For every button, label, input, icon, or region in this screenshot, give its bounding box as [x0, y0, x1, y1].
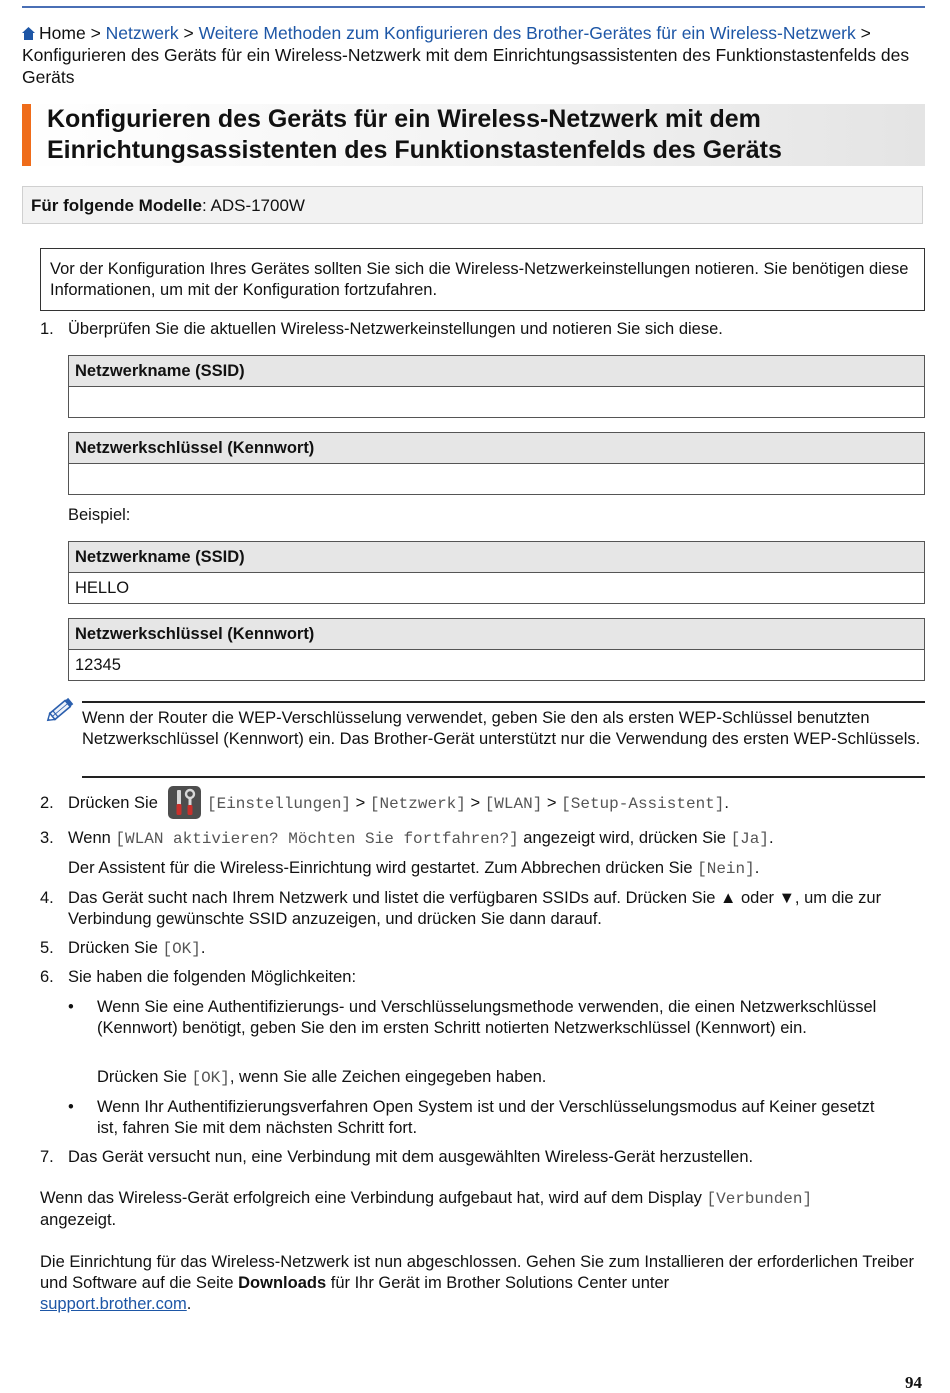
example-key-table [68, 618, 925, 681]
home-icon [22, 27, 35, 40]
breadcrumb-separator: > [860, 23, 871, 43]
models-colon: : [201, 196, 207, 215]
breadcrumb-separator: > [90, 23, 101, 43]
step-number: 4. [40, 889, 54, 907]
key-header: Netzwerkschlüssel (Kennwort) [69, 433, 924, 464]
result-paragraph: Wenn das Wireless-Gerät erfolgreich eine Verbindung aufgebaut hat, wird auf dem Display [Verbunden] angezeigt. [40, 1189, 813, 1229]
title-accent-bar [22, 104, 31, 166]
tip-top-rule [82, 701, 925, 703]
breadcrumb-current: Konfigurieren des Geräts für ein Wireless-Netzwerk mit dem Einrichtungsassistenten des Funktionstastenfelds des Geräts [22, 45, 910, 87]
step-3-text: Wenn [WLAN aktivieren? Möchten Sie fortfahren?] angezeigt wird, drücken Sie [Ja]. [68, 829, 774, 848]
step-6-bullet-1-sub: Drücken Sie [OK], wenn Sie alle Zeichen eingegeben haben. [97, 1068, 547, 1087]
key-table [68, 432, 925, 495]
step-2-text: Drücken Sie [68, 794, 158, 812]
key-value [69, 464, 924, 494]
step-6-bullet-1: Wenn Sie eine Authentifizierungs- und Verschlüsselungsmethode verwenden, die einen Netzwerkschlüssel (Kennwort) benötigt, geben Sie den im ersten Schritt notierten Netzwerkschlüssel (Kennwort) ein. [97, 998, 877, 1037]
breadcrumb-separator: > [183, 23, 194, 43]
ssid-value [69, 387, 924, 417]
ssid-table [68, 355, 925, 418]
step-number: 5. [40, 939, 54, 957]
step-6-bullet-2: Wenn Ihr Authentifizierungsverfahren Open System ist und der Verschlüsselungsmodus auf Keiner gesetzt ist, fahren Sie mit dem nächsten Schritt fort. [97, 1098, 875, 1137]
models-label: Für folgende Modelle [31, 196, 202, 215]
breadcrumb [22, 22, 925, 88]
example-ssid-table [68, 541, 925, 604]
ssid-header: Netzwerkname (SSID) [69, 356, 924, 387]
breadcrumb-network-link[interactable]: Netzwerk [105, 23, 179, 43]
tools-icon[interactable] [168, 786, 201, 819]
step-number: 1. [40, 320, 54, 338]
bullet-dot: • [68, 998, 74, 1016]
example-ssid-value: HELLO [75, 579, 130, 597]
example-key-value: 12345 [75, 656, 121, 674]
final-paragraph: Die Einrichtung für das Wireless-Netzwerk ist nun abgeschlossen. Gehen Sie zum Installieren der erforderlichen Treiber und Software auf die Seite Downloads für Ihr Gerät im Brother Solutions Center unter support.brother.com. [40, 1253, 914, 1313]
models-value: ADS-1700W [210, 196, 305, 215]
bullet-dot: • [68, 1098, 74, 1116]
tip-text: Wenn der Router die WEP-Verschlüsselung verwendet, geben Sie den als ersten WEP-Schlüssel benutzten Netzwerkschlüssel (Kennwort) ein. Das Brother-Gerät unterstützt nur die Verwendung des ersten WEP-Schlüssels. [82, 709, 921, 748]
step-number: 2. [40, 794, 54, 812]
page-title: Konfigurieren des Geräts für ein Wireless-Netzwerk mit dem Einrichtungsassistenten des Funktionstastenfelds des Geräts [47, 105, 782, 164]
title-bar [22, 104, 925, 166]
tip-bottom-rule [82, 776, 925, 778]
step-number: 6. [40, 968, 54, 986]
support-link[interactable]: support.brother.com [40, 1295, 187, 1313]
step-6-text: Sie haben die folgenden Möglichkeiten: [68, 968, 357, 986]
example-key-header: Netzwerkschlüssel (Kennwort) [69, 619, 924, 650]
page-number: 94 [905, 1373, 922, 1392]
note-box: Vor der Konfiguration Ihres Gerätes sollten Sie sich die Wireless-Netzwerkeinstellungen notieren. Sie benötigen diese Informationen, um mit der Konfiguration fortzufahren. [40, 248, 925, 311]
breadcrumb-more-methods-link[interactable]: Weitere Methoden zum Konfigurieren des Brother-Gerätes für ein Wireless-Netzwerk [198, 23, 856, 43]
step-number: 7. [40, 1148, 54, 1166]
example-ssid-header: Netzwerkname (SSID) [69, 542, 924, 573]
step-7-text: Das Gerät versucht nun, eine Verbindung mit dem ausgewählten Wireless-Gerät herzustellen. [68, 1148, 754, 1166]
step-5-text: Drücken Sie [OK]. [68, 939, 206, 958]
step-2-path: [Einstellungen] > [Netzwerk] > [WLAN] > [Setup-Assistent]. [207, 794, 729, 813]
breadcrumb-home-link[interactable]: Home [39, 23, 86, 43]
step-number: 3. [40, 829, 54, 847]
pencil-icon [44, 694, 76, 726]
step-3-subtext: Der Assistent für die Wireless-Einrichtung wird gestartet. Zum Abbrechen drücken Sie [Nein]. [68, 859, 760, 878]
step-1-text: Überprüfen Sie die aktuellen Wireless-Netzwerkeinstellungen und notieren Sie sich diese. [68, 320, 723, 338]
top-rule [22, 6, 925, 8]
example-label: Beispiel: [68, 506, 131, 524]
step-4-text: Das Gerät sucht nach Ihrem Netzwerk und listet die verfügbaren SSIDs auf. Drücken Sie ▲ oder ▼, um die zur Verbindung gewünschte SSID anzuzeigen, und drücken Sie dann darauf. [68, 889, 882, 928]
models-box [22, 186, 923, 224]
